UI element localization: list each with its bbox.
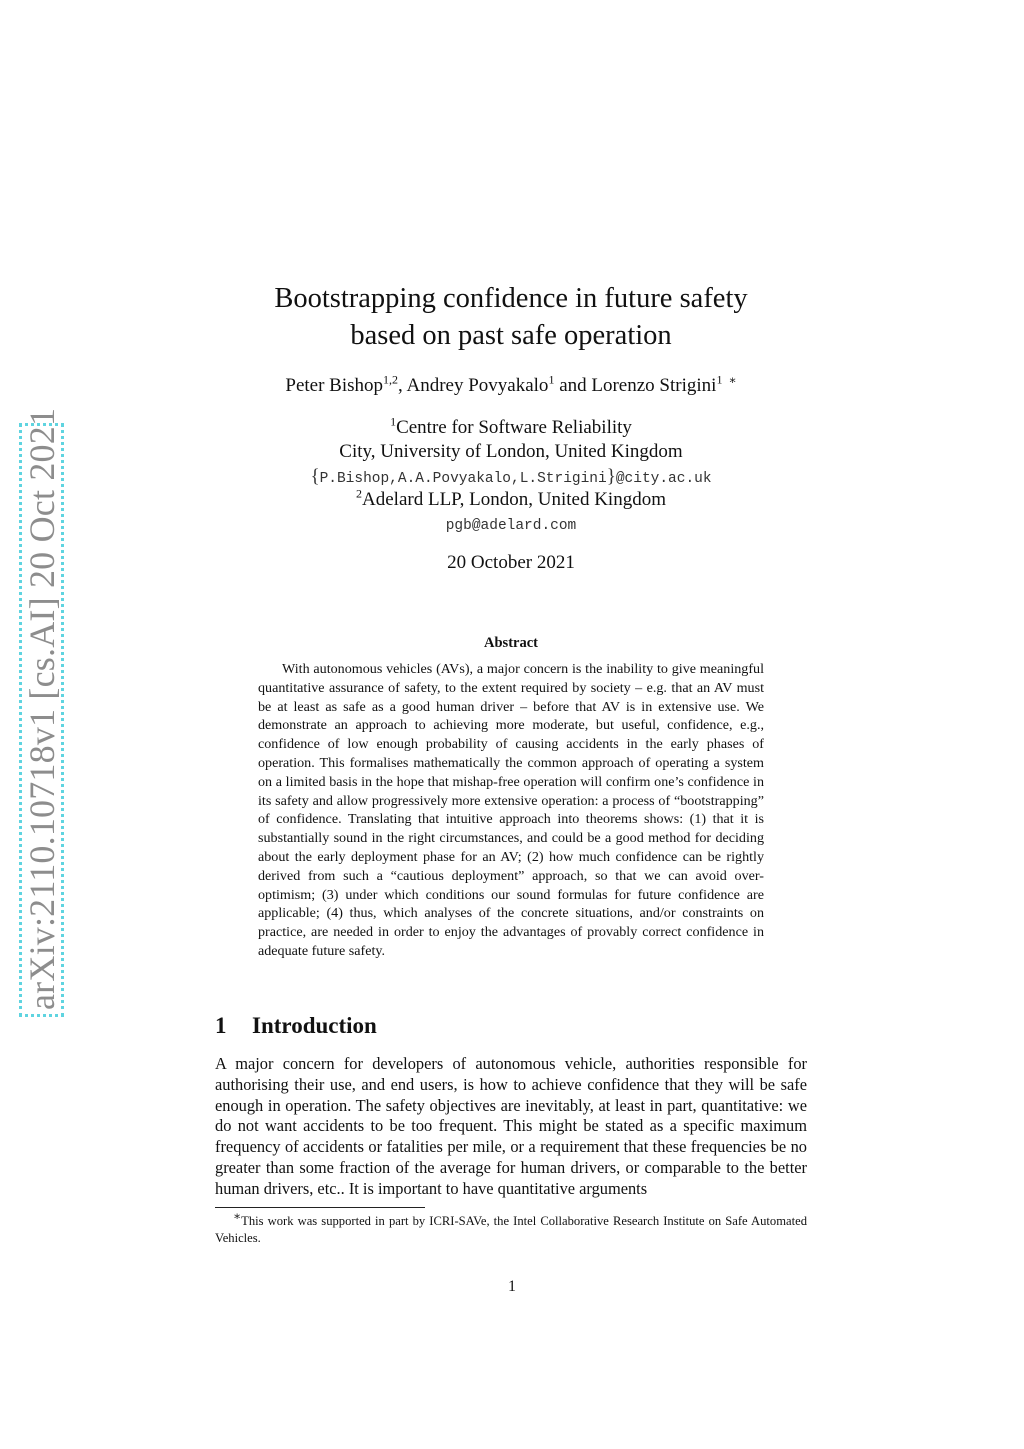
footnote-divider [215, 1207, 425, 1208]
author-name: Peter Bishop [285, 375, 384, 396]
affiliation-1-email[interactable] [215, 467, 807, 489]
author-separator: and [554, 375, 592, 396]
title-line-1: Bootstrapping confidence in future safety [274, 283, 748, 314]
footnote-mark: ∗ [728, 372, 737, 387]
affiliation-1-location: City, University of London, United Kingdom [339, 441, 683, 462]
introduction-text: A major concern for developers of autonomous vehicle, authorities responsible for authorising their use, and end users, is how to achieve confidence that they will be safe enough in operation. The safety objectives are inevitably, at least in part, quantitative: we do not want accidents to be too frequent. This might be stated as a specific maximum frequency of accidents or fatalities per mile, or a requirement that these frequencies be no greater than some fraction of the average for human drivers, or comparable to the better human drivers, etc.. It is important to have quantitative arguments [215, 1054, 807, 1198]
section-title: Introduction [252, 1013, 377, 1038]
affiliation-1-name: Centre for Software Reliability [396, 417, 632, 438]
author-affiliation-mark: 1,2 [383, 372, 399, 387]
abstract-heading: Abstract [484, 635, 538, 651]
author-affiliation-mark: 1 [716, 372, 723, 387]
footnote-text: This work was supported in part by ICRI-SAVe, the Intel Collaborative Research Institute on Safe Automated Vehicles. [215, 1214, 807, 1245]
paper-title [215, 280, 807, 354]
title-line-2: based on past safe operation [350, 320, 672, 351]
affiliation-2 [215, 488, 807, 511]
email-domain: @city.ac.uk [615, 471, 712, 487]
affiliation-mark: 1 [390, 414, 397, 429]
author-name: Lorenzo Strigini [591, 375, 717, 396]
footnote-mark: ∗ [233, 1208, 242, 1223]
author-name: Andrey Povyakalo [406, 375, 549, 396]
affiliation-mark: 2 [356, 486, 363, 501]
author-separator: , [398, 375, 407, 396]
email-brace: } [606, 466, 616, 487]
paper-date: 20 October 2021 [447, 552, 575, 573]
arxiv-identifier[interactable]: arXiv:2110.10718v1 [cs.AI] 20 Oct 2021 [22, 407, 62, 1010]
affiliation-2-name: Adelard LLP, London, United Kingdom [362, 489, 666, 510]
email-brace: { [310, 466, 320, 487]
author-affiliation-mark: 1 [548, 372, 555, 387]
affiliation-1 [215, 416, 807, 439]
page-number: 1 [508, 1278, 516, 1295]
section-number: 1 [215, 1013, 227, 1038]
affiliation-2-email[interactable]: pgb@adelard.com [445, 518, 577, 534]
email-names: P.Bishop,A.A.Povyakalo,L.Strigini [319, 471, 607, 487]
section-heading [215, 1011, 377, 1041]
abstract-text: With autonomous vehicles (AVs), a major concern is the inability to give meaningful quantitative assurance of safety, to the extent required by society – e.g. that an AV must be at least as safe as a good human driver – before that AV is in extensive use. We demonstrate an approach to achieving more moderate, but useful, confidence, e.g., confidence of low enough probability of causing accidents in the early phases of operation. This formalises mathematically the common approach of operating a system on a limited basis in the hope that mishap-free operation will confirm one’s confidence in its safety and allow progressively more extensive operation: a process of “bootstrapping” of confidence. Translating that intuitive approach into theorems shows: (1) that it is substantially sound in the right circumstances, and could be a good method for deciding about the early deployment phase for an AV; (2) how much confidence can be rightly derived from such a “cautious deployment” approach, so that we can avoid over-optimism; (3) under which conditions our sound formulas for future confidence are applicable; (4) thus, which analyses of the concrete situations, and/or constraints on practice, are needed in order to enjoy the advantages of provably correct confidence in adequate future safety. [258, 661, 764, 959]
footnote [215, 1208, 807, 1247]
author-list [215, 373, 807, 399]
